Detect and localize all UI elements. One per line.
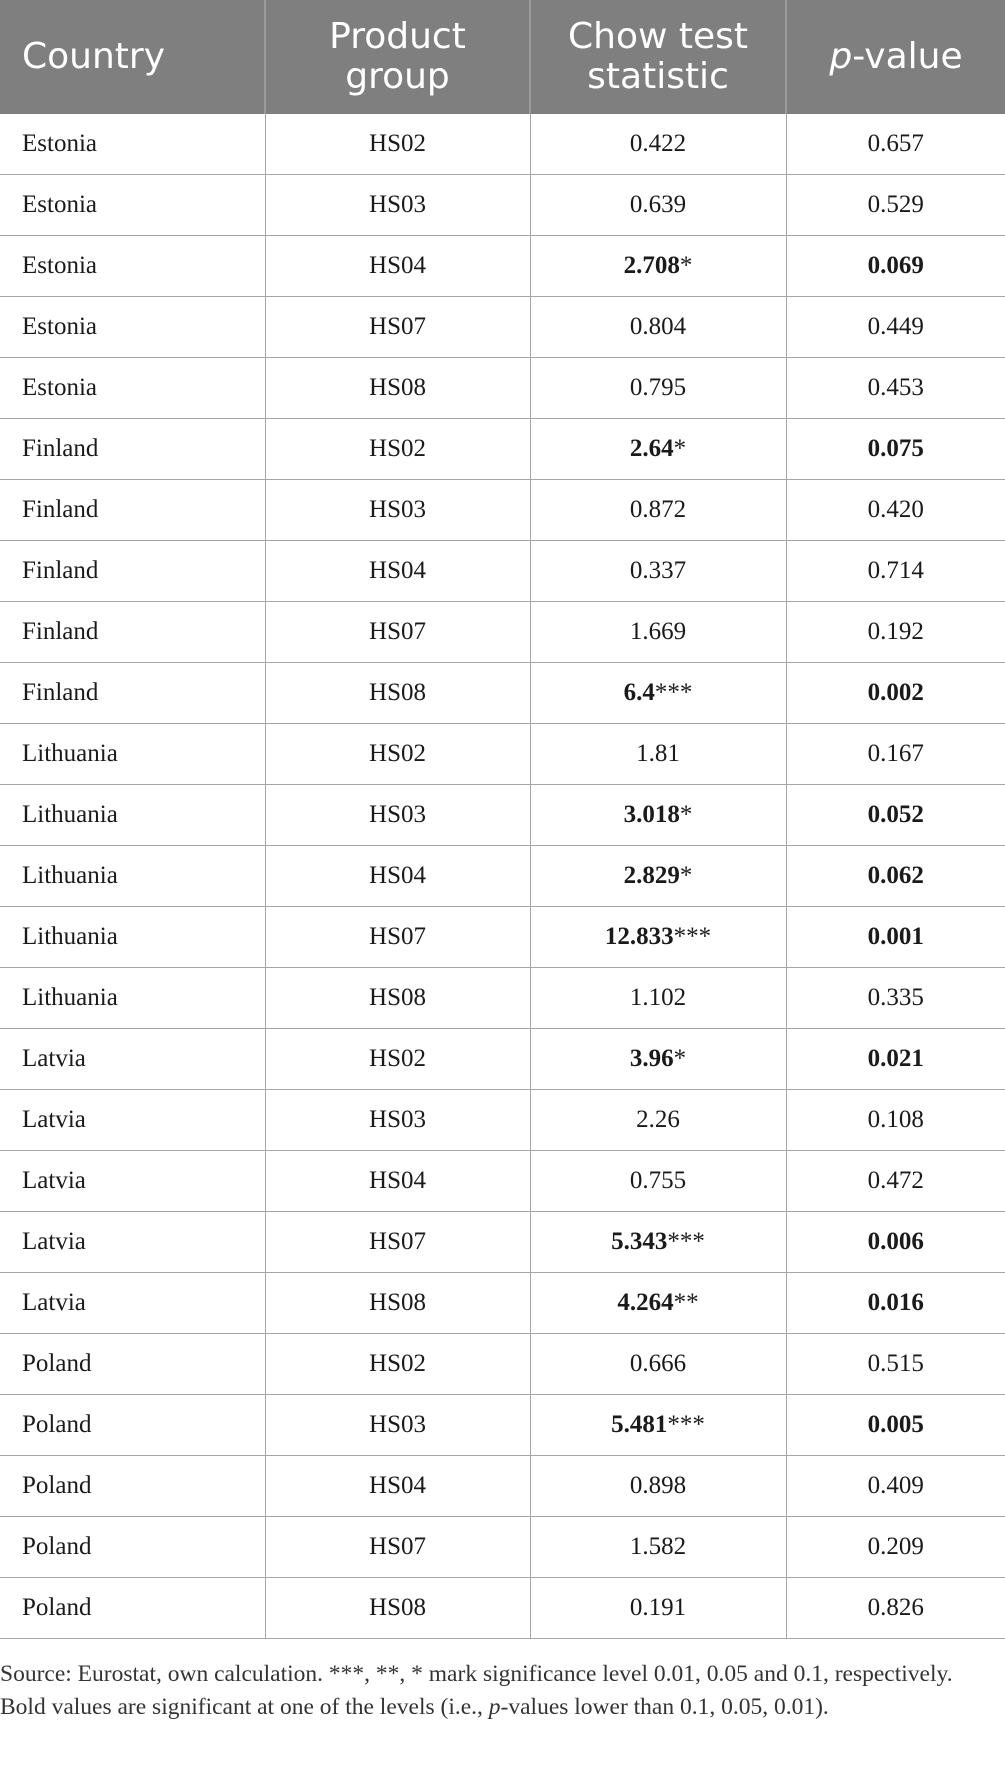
cell-chow-statistic: [530, 1395, 786, 1456]
cell-p-value: 0.529: [786, 175, 1005, 236]
cell-p-value: 0.002: [786, 663, 1005, 724]
table-row: [0, 1090, 1005, 1151]
cell-country: Estonia: [0, 358, 265, 419]
cell-country: Latvia: [0, 1029, 265, 1090]
cell-chow-statistic: [530, 114, 786, 175]
cell-country: Poland: [0, 1456, 265, 1517]
header-country: Country: [0, 0, 265, 114]
cell-chow-statistic: [530, 1334, 786, 1395]
cell-chow-statistic: [530, 1151, 786, 1212]
cell-p-value: 0.062: [786, 846, 1005, 907]
cell-country: Estonia: [0, 236, 265, 297]
cell-chow-statistic: [530, 846, 786, 907]
chow-value: 0.337: [629, 557, 687, 584]
cell-chow-statistic: [530, 236, 786, 297]
footnote-italic-p: p: [488, 1694, 501, 1720]
cell-p-value: 0.052: [786, 785, 1005, 846]
header-chow-statistic: Chow test statistic: [530, 0, 786, 114]
cell-p-value: 0.021: [786, 1029, 1005, 1090]
cell-p-value: 0.006: [786, 1212, 1005, 1273]
table-row: [0, 602, 1005, 663]
cell-country: Lithuania: [0, 907, 265, 968]
table-row: [0, 1029, 1005, 1090]
cell-p-value: 0.657: [786, 114, 1005, 175]
chow-value: 5.481: [611, 1411, 668, 1438]
cell-chow-statistic: [530, 541, 786, 602]
chow-value: 0.755: [629, 1167, 687, 1194]
cell-country: Poland: [0, 1517, 265, 1578]
table-row: [0, 907, 1005, 968]
chow-value: 2.708: [623, 252, 680, 279]
cell-chow-statistic: [530, 1090, 786, 1151]
table-row: [0, 480, 1005, 541]
chow-value: 0.795: [629, 374, 687, 401]
cell-product-group: HS08: [265, 968, 530, 1029]
cell-product-group: HS08: [265, 663, 530, 724]
chow-value: 2.26: [636, 1106, 680, 1133]
cell-p-value: 0.515: [786, 1334, 1005, 1395]
cell-product-group: HS04: [265, 236, 530, 297]
chow-value: 1.669: [629, 618, 687, 645]
cell-product-group: HS02: [265, 419, 530, 480]
cell-product-group: HS08: [265, 1273, 530, 1334]
table-row: [0, 358, 1005, 419]
cell-country: Estonia: [0, 297, 265, 358]
header-p-suffix: -value: [852, 36, 963, 77]
cell-p-value: 0.420: [786, 480, 1005, 541]
cell-product-group: HS04: [265, 541, 530, 602]
cell-product-group: HS03: [265, 480, 530, 541]
cell-chow-statistic: [530, 785, 786, 846]
cell-product-group: HS08: [265, 358, 530, 419]
table-row: [0, 175, 1005, 236]
cell-product-group: HS03: [265, 1090, 530, 1151]
significance-stars: ***: [673, 923, 712, 950]
cell-p-value: 0.167: [786, 724, 1005, 785]
table-row: [0, 968, 1005, 1029]
chow-value: 0.804: [629, 313, 687, 340]
header-p-value: [786, 0, 1005, 114]
cell-product-group: HS07: [265, 297, 530, 358]
footnote-text-2: -values lower than 0.1, 0.05, 0.01).: [500, 1694, 829, 1720]
cell-p-value: 0.714: [786, 541, 1005, 602]
significance-stars: *: [673, 435, 687, 462]
cell-product-group: HS02: [265, 1334, 530, 1395]
cell-product-group: HS04: [265, 1456, 530, 1517]
significance-stars: *: [679, 801, 693, 828]
table-footnote: [0, 1658, 985, 1724]
cell-chow-statistic: [530, 724, 786, 785]
chow-value: 0.191: [629, 1594, 687, 1621]
cell-chow-statistic: [530, 1456, 786, 1517]
cell-country: Poland: [0, 1578, 265, 1639]
cell-chow-statistic: [530, 968, 786, 1029]
table-row: [0, 1395, 1005, 1456]
cell-chow-statistic: [530, 602, 786, 663]
cell-p-value: 0.108: [786, 1090, 1005, 1151]
cell-product-group: HS04: [265, 1151, 530, 1212]
table-row: [0, 846, 1005, 907]
table-row: [0, 1517, 1005, 1578]
table-row: [0, 1212, 1005, 1273]
table-row: [0, 1578, 1005, 1639]
cell-country: Lithuania: [0, 724, 265, 785]
cell-chow-statistic: [530, 480, 786, 541]
chow-value: 12.833: [604, 923, 674, 950]
cell-country: Latvia: [0, 1151, 265, 1212]
cell-country: Latvia: [0, 1273, 265, 1334]
table-row: [0, 1273, 1005, 1334]
cell-p-value: 0.069: [786, 236, 1005, 297]
chow-value: 0.639: [629, 191, 687, 218]
table-row: [0, 541, 1005, 602]
header-product-group: Product group: [265, 0, 530, 114]
table-row: [0, 724, 1005, 785]
cell-p-value: 0.472: [786, 1151, 1005, 1212]
table-row: [0, 663, 1005, 724]
table-row: [0, 114, 1005, 175]
table-row: [0, 1151, 1005, 1212]
cell-product-group: HS07: [265, 1212, 530, 1273]
cell-product-group: HS08: [265, 1578, 530, 1639]
cell-p-value: 0.001: [786, 907, 1005, 968]
header-p-letter: p: [829, 36, 853, 77]
cell-country: Latvia: [0, 1090, 265, 1151]
chow-value: 4.264: [617, 1289, 674, 1316]
chow-value: 0.666: [629, 1350, 687, 1377]
footnote-text-1: Source: Eurostat, own calculation. ***, **, * mark significance level 0.01, 0.05 and 0.1, respectively. Bold values are significant at one of the levels (i.e.,: [0, 1661, 953, 1720]
significance-stars: **: [673, 1289, 699, 1316]
cell-p-value: 0.449: [786, 297, 1005, 358]
chow-value: 2.829: [623, 862, 680, 889]
cell-product-group: HS03: [265, 1395, 530, 1456]
cell-country: Lithuania: [0, 846, 265, 907]
cell-product-group: HS04: [265, 846, 530, 907]
cell-country: Finland: [0, 663, 265, 724]
cell-p-value: 0.335: [786, 968, 1005, 1029]
cell-chow-statistic: [530, 1029, 786, 1090]
cell-chow-statistic: [530, 907, 786, 968]
cell-country: Poland: [0, 1395, 265, 1456]
chow-value: 1.81: [636, 740, 680, 767]
cell-chow-statistic: [530, 1212, 786, 1273]
chow-value: 0.422: [629, 130, 687, 157]
cell-product-group: HS02: [265, 114, 530, 175]
cell-country: Finland: [0, 602, 265, 663]
cell-product-group: HS07: [265, 907, 530, 968]
cell-product-group: HS03: [265, 175, 530, 236]
cell-country: Poland: [0, 1334, 265, 1395]
cell-p-value: 0.075: [786, 419, 1005, 480]
cell-chow-statistic: [530, 297, 786, 358]
table-row: [0, 785, 1005, 846]
cell-p-value: 0.192: [786, 602, 1005, 663]
table-header: [0, 0, 1005, 114]
cell-country: Latvia: [0, 1212, 265, 1273]
cell-p-value: 0.453: [786, 358, 1005, 419]
cell-p-value: 0.409: [786, 1456, 1005, 1517]
chow-value: 2.64: [629, 435, 674, 462]
table-row: [0, 297, 1005, 358]
chow-value: 5.343: [611, 1228, 668, 1255]
cell-p-value: 0.209: [786, 1517, 1005, 1578]
cell-country: Estonia: [0, 175, 265, 236]
cell-chow-statistic: [530, 419, 786, 480]
cell-product-group: HS03: [265, 785, 530, 846]
header-row: [0, 0, 1005, 114]
cell-chow-statistic: [530, 358, 786, 419]
chow-value: 0.872: [629, 496, 687, 523]
cell-chow-statistic: [530, 175, 786, 236]
cell-p-value: 0.005: [786, 1395, 1005, 1456]
significance-stars: *: [679, 862, 693, 889]
table-row: [0, 419, 1005, 480]
cell-product-group: HS02: [265, 1029, 530, 1090]
cell-product-group: HS07: [265, 1517, 530, 1578]
significance-stars: *: [673, 1045, 687, 1072]
significance-stars: *: [679, 252, 693, 279]
cell-chow-statistic: [530, 1517, 786, 1578]
cell-product-group: HS02: [265, 724, 530, 785]
significance-stars: ***: [667, 1228, 705, 1255]
cell-chow-statistic: [530, 663, 786, 724]
chow-value: 3.96: [629, 1045, 674, 1072]
chow-value: 1.582: [629, 1533, 687, 1560]
chow-value: 3.018: [623, 801, 680, 828]
cell-p-value: 0.016: [786, 1273, 1005, 1334]
significance-stars: ***: [654, 679, 693, 706]
chow-value: 0.898: [629, 1472, 687, 1499]
table-body: [0, 114, 1005, 1639]
chow-value: 1.102: [629, 984, 687, 1011]
cell-country: Estonia: [0, 114, 265, 175]
cell-country: Lithuania: [0, 968, 265, 1029]
cell-country: Lithuania: [0, 785, 265, 846]
table-row: [0, 1334, 1005, 1395]
cell-country: Finland: [0, 541, 265, 602]
significance-stars: ***: [667, 1411, 705, 1438]
table-row: [0, 1456, 1005, 1517]
cell-chow-statistic: [530, 1578, 786, 1639]
cell-p-value: 0.826: [786, 1578, 1005, 1639]
table-row: [0, 236, 1005, 297]
cell-product-group: HS07: [265, 602, 530, 663]
cell-country: Finland: [0, 419, 265, 480]
cell-chow-statistic: [530, 1273, 786, 1334]
cell-country: Finland: [0, 480, 265, 541]
chow-value: 6.4: [623, 679, 655, 706]
